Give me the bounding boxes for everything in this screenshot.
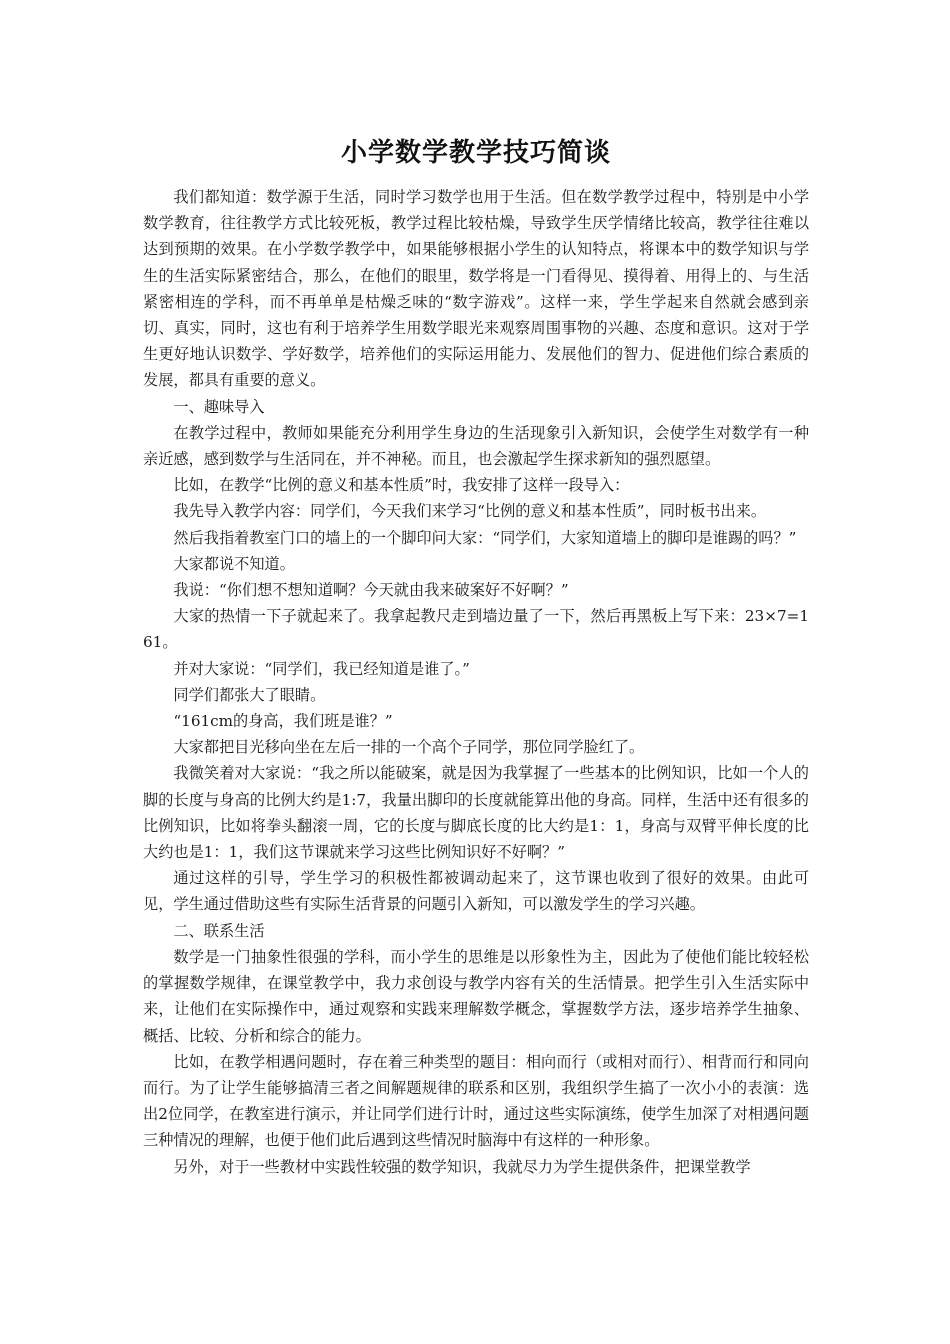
paragraph: 大家都说不知道。 [173,554,295,573]
paragraph: 数学是一门抽象性很强的学科，而小学生的思维是以形象性为主，因此为了使他们能比较轻松的掌握数学规律，在课堂教学中，我力求创设与教学内容有关的生活情景。把学生引入生活实际中来，让他们在实际操作中，通过观察和实践来理解数学概念，掌握数学方法，逐步培养学生抽象、概括、比较、分析和综合的能力。 [143,947,809,1045]
paragraph: 我微笑着对大家说：“我之所以能破案，就是因为我掌握了一些基本的比例知识，比如一个人的脚的长度与身高的比例大约是1:7，我量出脚印的长度就能算出他的身高。同样，生活中还有很多的比例知识，比如将拳头翻滚一周，它的长度与脚底长度的比大约是1：1，身高与双臂平伸长度的比大约也是1：1，我们这节课就来学习这些比例知识好不好啊？” [143,764,809,862]
paragraph: 我说：“你们想不想知道啊？今天就由我来破案好不好啊？” [173,581,569,600]
paragraph: 通过这样的引导，学生学习的积极性都被调动起来了，这节课也收到了很好的效果。由此可见，学生通过借助这些有实际生活背景的问题引入新知，可以激发学生的学习兴趣。 [143,869,809,914]
paragraph: 另外，对于一些教材中实践性较强的数学知识，我就尽力为学生提供条件，把课堂教学 [173,1157,751,1176]
document-title: 小学数学教学技巧简谈 [340,138,611,168]
document-body [143,184,809,1180]
paragraph: 我先导入教学内容：同学们，今天我们来学习“比例的意义和基本性质”，同时板书出来。 [173,502,767,521]
paragraph: 比如，在教学“比例的意义和基本性质”时，我安排了这样一段导入： [173,476,630,495]
paragraph: 并对大家说：“同学们，我已经知道是谁了。” [173,659,470,678]
paragraph: 比如，在教学相遇问题时，存在着三种类型的题目：相向而行（或相对而行）、相背而行和同向而行。为了让学生能够搞清三者之间解题规律的联系和区别，我组织学生搞了一次小小的表演：选出2位同学，在教室进行演示，并让同学们进行计时，通过这些实际演练，使学生加深了对相遇问题三种情况的理解，也便于他们此后遇到这些情况时脑海中有这样的一种形象。 [143,1052,809,1150]
section-heading: 一、趣味导入 [173,397,265,416]
section-heading: 二、联系生活 [173,921,265,940]
paragraph: 在教学过程中，教师如果能充分利用学生身边的生活现象引入新知识，会使学生对数学有一种亲近感，感到数学与生活同在，并不神秘。而且，也会激起学生探求新知的强烈愿望。 [143,423,809,469]
paragraph: 大家都把目光移向坐在左后一排的一个高个子同学，那位同学脸红了。 [173,738,645,757]
paragraph: “161cm的身高，我们班是谁？” [173,712,393,731]
paragraph: 大家的热情一下子就起来了。我拿起教尺走到墙边量了一下，然后再黑板上写下来：23×7=161。 [143,607,809,652]
paragraph: 我们都知道：数学源于生活，同时学习数学也用于生活。但在数学教学过程中，特别是中小学数学教育，往往教学方式比较死板，教学过程比较枯燥，导致学生厌学情绪比较高，教学往往难以达到预期的效果。在小学数学教学中，如果能够根据小学生的认知特点，将课本中的数学知识与学生的生活实际紧密结合，那么，在他们的眼里，数学将是一门看得见、摸得着、用得上的、与生活紧密相连的学科，而不再单单是枯燥乏味的“数字游戏”。这样一来，学生学起来自然就会感到亲切、真实，同时，这也有利于培养学生用数学眼光来观察周围事物的兴趣、态度和意识。这对于学生更好地认识数学、学好数学，培养他们的实际运用能力、发展他们的智力、促进他们综合素质的发展，都具有重要的意义。 [143,188,809,390]
paragraph: 然后我指着教室门口的墙上的一个脚印问大家：“同学们，大家知道墙上的脚印是谁踢的吗？” [173,528,797,547]
paragraph: 同学们都张大了眼睛。 [173,685,326,704]
